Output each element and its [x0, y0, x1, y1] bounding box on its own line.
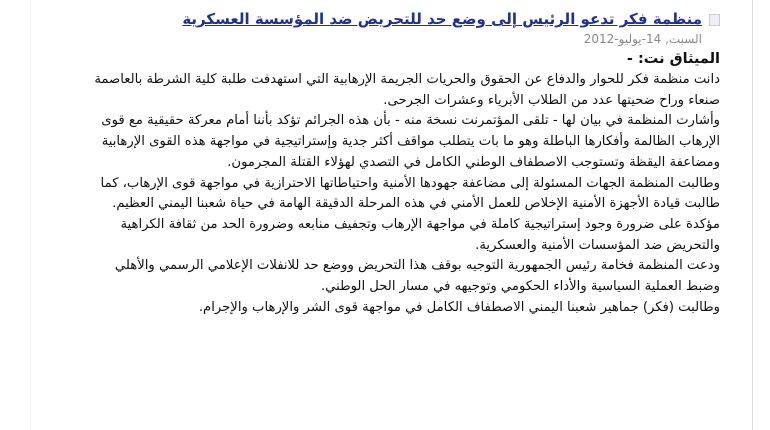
article-paragraph: وطالبت (فكر) جماهير شعبنا اليمني الاصطفاف الكامل في مواجهة قوى الشر والإرهاب والإجرام. — [198, 299, 720, 315]
headline-row — [84, 8, 720, 30]
article-body — [84, 70, 720, 318]
article-source: الميثاق نت: - — [626, 51, 720, 67]
article-paragraph: دانت منظمة فكر للحوار والدفاع عن الحقوق والحريات الجريمة الإرهابية التي استهدفت طلبة كلية الشرطة بالعاصمة صنعاء وراح ضحيتها عدد من الطلاب الأبرياء وعشرات الجرحى. — [94, 72, 720, 108]
article-headline-link[interactable]: منظمة فكر تدعو الرئيس إلى وضع حد للتحريض ضد المؤسسة العسكرية — [182, 10, 702, 28]
article-bullet-icon — [709, 14, 720, 26]
page-edge-right — [752, 0, 753, 430]
article-date: السبت, 14-يوليو-2012 — [583, 32, 702, 46]
article-paragraph: مؤكدة على ضرورة وجود إستراتيجية كاملة في مواجهة الإرهاب وتجفيف منابعه وضرورة الحد من ثقافة الكراهية والتحريض ضد المؤسسات الأمنية والعسكرية. — [120, 216, 720, 253]
news-article — [84, 8, 720, 318]
article-paragraph: وطالبت المنظمة الجهات المسئولة إلى مضاعفة جهودها الأمنية واحتياطاتها الاحترازية في مواجهة قوى الإرهاب، كما طالبت قيادة الأجهزة الأمنية الإخلاص للعمل الأمني في هذه المرحلة الدقيقة الهامة في حياة شعبنا اليمني العظيم. — [100, 175, 720, 212]
article-paragraph: ودعت المنظمة فخامة رئيس الجمهورية التوجيه بوقف هذا التحريض ووضع حد للانفلات الإعلامي الرسمي والأهلي وضبط العملية السياسية والأداء الحكومي وتوجيهه في مسار الحل الوطني. — [114, 258, 720, 295]
page-edge-left — [30, 0, 31, 430]
article-paragraph: وأشارت المنظمة في بيان لها - تلقى المؤتمرنت نسخة منه - بأن هذه الجرائم تؤكد بأننا أمام معركة حقيقية مع قوى الإرهاب الظالمة وأفكارها الباطلة وهو ما بات يتطلب مواقف أكثر جدية وإستراتيجية في مواجهة هذه القوى الإرهابية ومضاعفة اليقظة وتستوجب الاصطفاف الوطني الكامل في التصدي لهؤلاء القتلة المجرمون. — [101, 113, 720, 170]
